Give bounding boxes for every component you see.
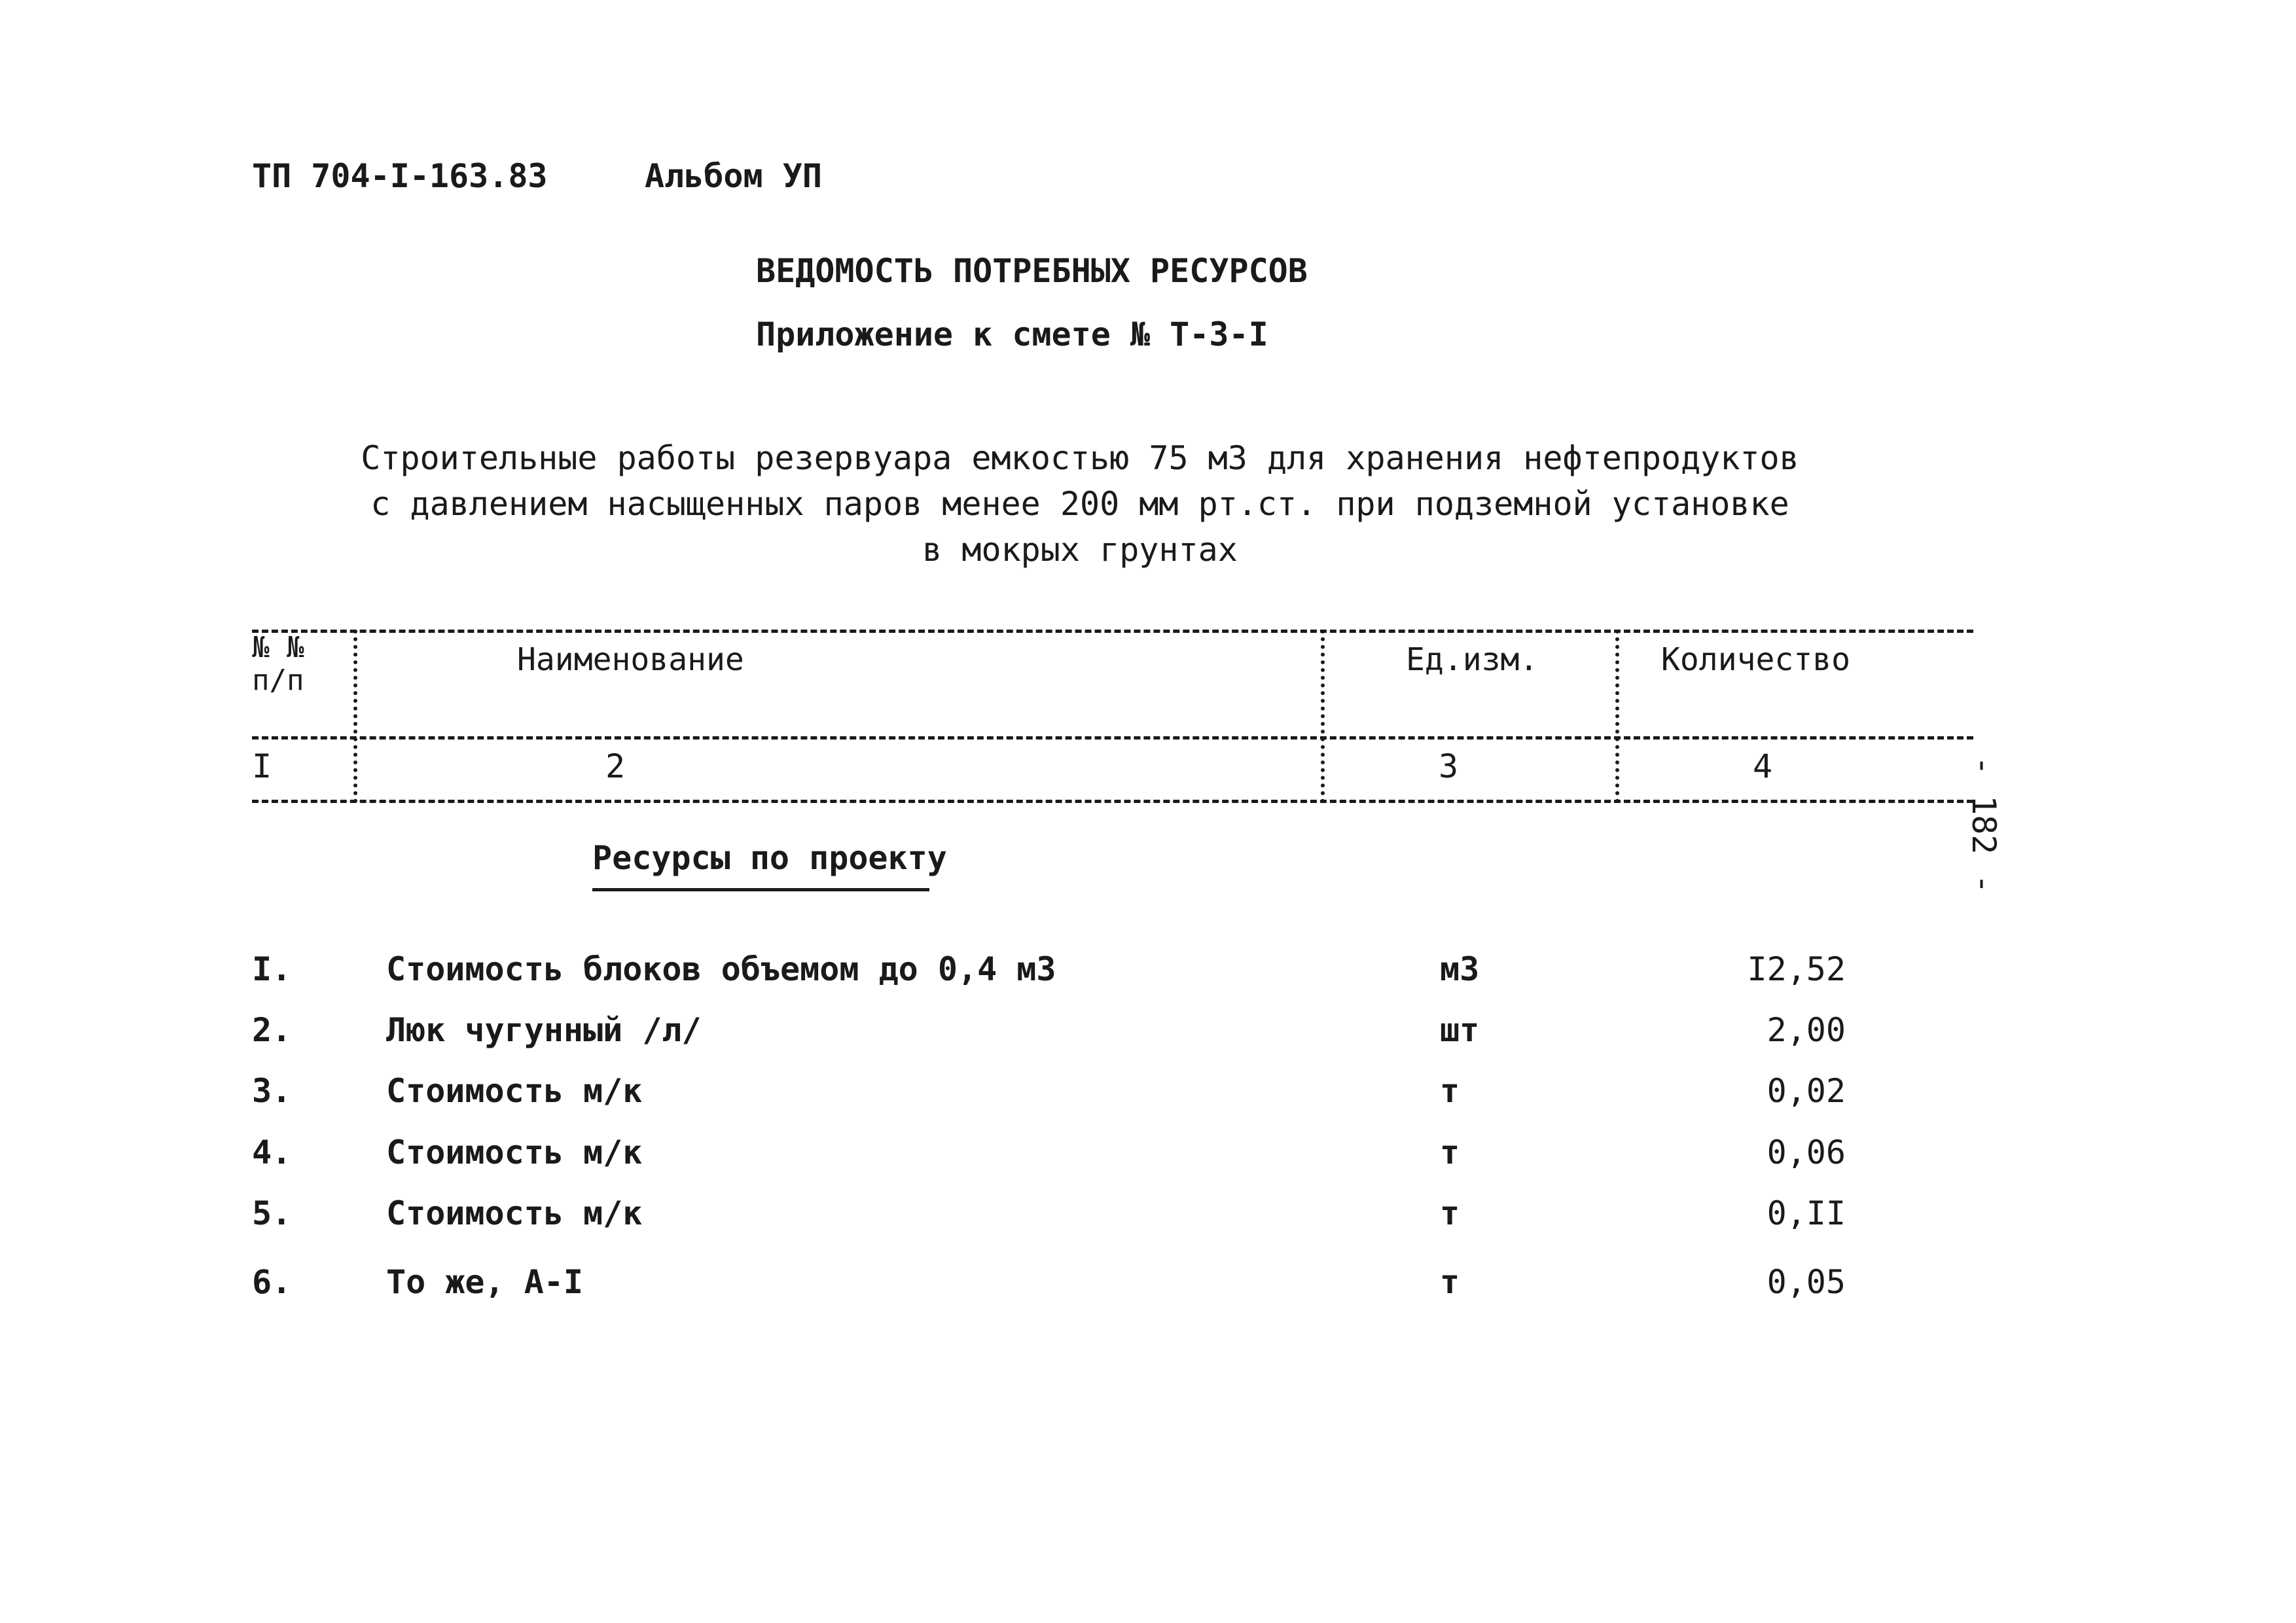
header-number-line-2: п/п	[252, 664, 304, 697]
row-number: 3.	[252, 1072, 292, 1110]
column-number-2: 2	[605, 747, 626, 785]
row-unit: т	[1440, 1263, 1460, 1301]
row-quantity: 0,II	[1767, 1194, 1846, 1232]
row-number: 6.	[252, 1263, 292, 1301]
header-name: Наименование	[517, 641, 744, 678]
document-code: ТП 704-I-163.83	[252, 157, 548, 195]
header-number	[252, 632, 304, 697]
row-name: Стоимость м/к	[386, 1194, 643, 1232]
description-line-1: Строительные работы резервуара емкостью 75 м3 для хранения нефтепродуктов	[361, 439, 1799, 477]
section-title-underline	[592, 888, 929, 891]
row-number: 2.	[252, 1011, 292, 1049]
row-quantity: 2,00	[1767, 1011, 1846, 1049]
page-title: ВЕДОМОСТЬ ПОТРЕБНЫХ РЕСУРСОВ	[756, 252, 1308, 290]
row-number: 4.	[252, 1133, 292, 1171]
column-number-4: 4	[1753, 747, 1773, 785]
column-divider-1	[353, 630, 357, 803]
description-line-2: с давлением насыщенных паров менее 200 мм рт.ст. при подземной установке	[370, 485, 1789, 523]
row-quantity: 0,06	[1767, 1133, 1846, 1171]
column-divider-3	[1615, 630, 1619, 803]
row-unit: шт	[1440, 1011, 1480, 1049]
section-title: Ресурсы по проекту	[592, 839, 947, 877]
row-name: То же, А-I	[386, 1263, 584, 1301]
row-number: 5.	[252, 1194, 292, 1232]
table-row	[0, 1133, 2296, 1186]
page-subtitle: Приложение к смете № Т-3-I	[756, 315, 1268, 353]
column-number-1: I	[252, 747, 272, 785]
page-number: - 182 -	[1965, 756, 2003, 894]
header-unit: Ед.изм.	[1406, 641, 1539, 678]
row-name: Стоимость м/к	[386, 1072, 643, 1110]
row-quantity: I2,52	[1747, 950, 1846, 988]
row-quantity: 0,05	[1767, 1263, 1846, 1301]
table-row	[0, 1194, 2296, 1247]
row-quantity: 0,02	[1767, 1072, 1846, 1110]
table-row	[0, 1011, 2296, 1063]
row-name: Стоимость блоков объемом до 0,4 м3	[386, 950, 1056, 988]
row-unit: т	[1440, 1133, 1460, 1171]
column-number-3: 3	[1439, 747, 1459, 785]
row-unit: т	[1440, 1072, 1460, 1110]
description-line-3: в мокрых грунтах	[922, 531, 1238, 569]
description	[327, 435, 1833, 573]
column-divider-2	[1321, 630, 1325, 803]
table-row	[0, 950, 2296, 1003]
row-number: I.	[252, 950, 292, 988]
album-label: Альбом УП	[645, 157, 822, 195]
table-row	[0, 1263, 2296, 1315]
table-column-number-rule	[252, 800, 1973, 803]
row-unit: т	[1440, 1194, 1460, 1232]
row-unit: м3	[1440, 950, 1480, 988]
header-quantity: Количество	[1661, 641, 1850, 678]
row-name: Люк чугунный /л/	[386, 1011, 702, 1049]
table-header-rule	[252, 736, 1973, 740]
table-row	[0, 1072, 2296, 1124]
row-name: Стоимость м/к	[386, 1133, 643, 1171]
header-number-line-1: № №	[252, 631, 304, 664]
table-top-rule	[252, 630, 1973, 633]
